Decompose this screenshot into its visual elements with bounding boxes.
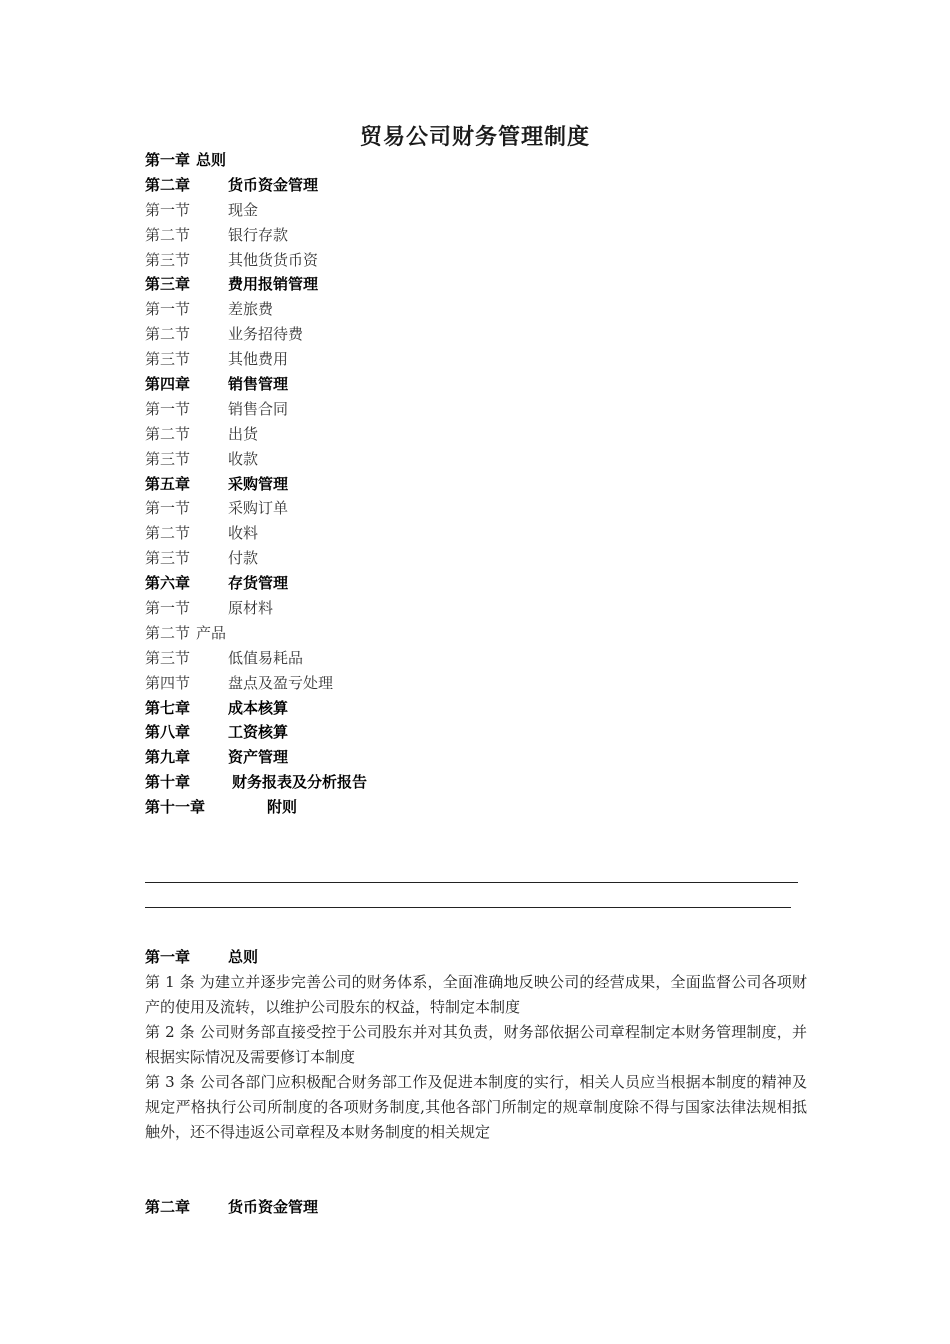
toc-text: 货币资金管理 — [228, 175, 319, 194]
toc-chapter-row — [145, 148, 805, 173]
chapter-title: 货币资金管理 — [228, 1198, 319, 1216]
article-1: 第 1 条 为建立并逐步完善公司的财务体系，全面准确地反映公司的经营成果，全面监督公司各项财产的使用及流转，以维护公司股东的权益，特制定本制度 — [145, 973, 807, 1016]
toc-label: 第三节 — [145, 350, 191, 369]
chapter-label: 第一章 — [145, 948, 191, 966]
toc-section-row — [145, 248, 805, 273]
toc-text: 收款 — [228, 449, 259, 468]
toc-text: 低值易耗品 — [228, 648, 304, 667]
toc-label: 第一节 — [145, 499, 191, 518]
chapter-title: 总则 — [228, 948, 259, 966]
toc-label: 第三节 — [145, 549, 191, 568]
toc-text: 付款 — [228, 549, 259, 568]
toc-label: 第二节 — [145, 623, 191, 642]
document-title: 贸易公司财务管理制度 — [359, 125, 590, 150]
toc-label: 第五章 — [145, 474, 191, 493]
toc-text: 存货管理 — [228, 574, 289, 593]
toc-chapter-row — [145, 745, 805, 770]
toc-section-row — [145, 297, 805, 322]
toc-text: 原材料 — [228, 599, 274, 618]
toc-label: 第八章 — [145, 723, 191, 742]
toc-text: 盘点及盈亏处理 — [228, 673, 334, 692]
toc-chapter-row — [145, 173, 805, 198]
toc-label: 第一节 — [145, 599, 191, 618]
toc-chapter-row — [145, 795, 805, 820]
toc-label: 第三章 — [145, 275, 191, 294]
toc-label: 第三节 — [145, 648, 191, 667]
toc-text: 差旅费 — [228, 300, 274, 319]
toc-section-row — [145, 322, 805, 347]
toc-section-row — [145, 596, 805, 621]
table-of-contents — [145, 148, 805, 820]
toc-section-row — [145, 447, 805, 472]
toc-chapter-row — [145, 472, 805, 497]
toc-section-row — [145, 397, 805, 422]
toc-text: 其他费用 — [228, 350, 289, 369]
toc-label: 第一节 — [145, 399, 191, 418]
toc-label: 第十一章 — [145, 798, 206, 817]
separator-line — [145, 907, 791, 908]
toc-text: 工资核算 — [228, 723, 289, 742]
toc-text: 费用报销管理 — [228, 275, 319, 294]
toc-text: 采购订单 — [228, 499, 289, 518]
toc-section-row — [145, 422, 805, 447]
toc-label: 第四章 — [145, 375, 191, 394]
toc-text: 其他货货币资 — [228, 250, 319, 269]
chapter-1-heading — [145, 946, 258, 967]
toc-text: 产品 — [196, 623, 227, 642]
toc-label: 第一章 — [145, 151, 191, 169]
toc-label: 第二章 — [145, 175, 191, 194]
toc-chapter-row — [145, 720, 805, 745]
toc-text: 资产管理 — [228, 748, 289, 767]
toc-text: 银行存款 — [228, 225, 289, 244]
toc-label: 第一节 — [145, 300, 191, 319]
toc-section-row — [145, 621, 805, 646]
toc-label: 第二节 — [145, 424, 191, 443]
toc-section-row — [145, 223, 805, 248]
toc-label: 第一节 — [145, 200, 191, 219]
chapter-2-heading — [145, 1196, 318, 1217]
toc-section-row — [145, 646, 805, 671]
toc-label: 第二节 — [145, 225, 191, 244]
toc-label: 第十章 — [145, 773, 191, 792]
toc-section-row — [145, 496, 805, 521]
toc-label: 第二节 — [145, 524, 191, 543]
toc-text: 业务招待费 — [228, 325, 304, 344]
toc-label: 第七章 — [145, 698, 191, 717]
toc-text: 成本核算 — [228, 698, 289, 717]
toc-chapter-row — [145, 696, 805, 721]
toc-text: 附则 — [267, 798, 298, 817]
toc-label: 第六章 — [145, 574, 191, 593]
toc-text: 现金 — [228, 200, 259, 219]
toc-text: 销售合同 — [228, 399, 289, 418]
toc-text: 销售管理 — [228, 375, 289, 394]
toc-chapter-row — [145, 571, 805, 596]
toc-section-row — [145, 347, 805, 372]
toc-label: 第三节 — [145, 250, 191, 269]
chapter-label: 第二章 — [145, 1198, 191, 1216]
toc-label: 第三节 — [145, 449, 191, 468]
toc-text: 采购管理 — [228, 474, 289, 493]
toc-chapter-row — [145, 770, 805, 795]
toc-section-row — [145, 521, 805, 546]
chapter-1-body — [145, 970, 807, 1145]
toc-text: 出货 — [228, 424, 259, 443]
article-3: 第 3 条 公司各部门应积极配合财务部工作及促进本制度的实行，相关人员应当根据本制度的精神及规定严格执行公司所制度的各项财务制度,其他各部门所制定的规章制度除不得与国家法律法规相抵触外，还不得违返公司章程及本财务制度的相关规定 — [145, 1073, 807, 1141]
toc-label: 第四节 — [145, 673, 191, 692]
separator-line — [145, 882, 798, 883]
toc-section-row — [145, 198, 805, 223]
toc-text: 收料 — [228, 524, 259, 543]
toc-chapter-row — [145, 372, 805, 397]
toc-chapter-row — [145, 272, 805, 297]
toc-label: 第九章 — [145, 748, 191, 767]
toc-label: 第二节 — [145, 325, 191, 344]
toc-text: 财务报表及分析报告 — [232, 773, 368, 792]
toc-section-row — [145, 546, 805, 571]
toc-section-row — [145, 671, 805, 696]
article-2: 第 2 条 公司财务部直接受控于公司股东并对其负责，财务部依据公司章程制定本财务管理制度，并根据实际情况及需要修订本制度 — [145, 1023, 807, 1066]
toc-text: 总则 — [196, 151, 227, 169]
